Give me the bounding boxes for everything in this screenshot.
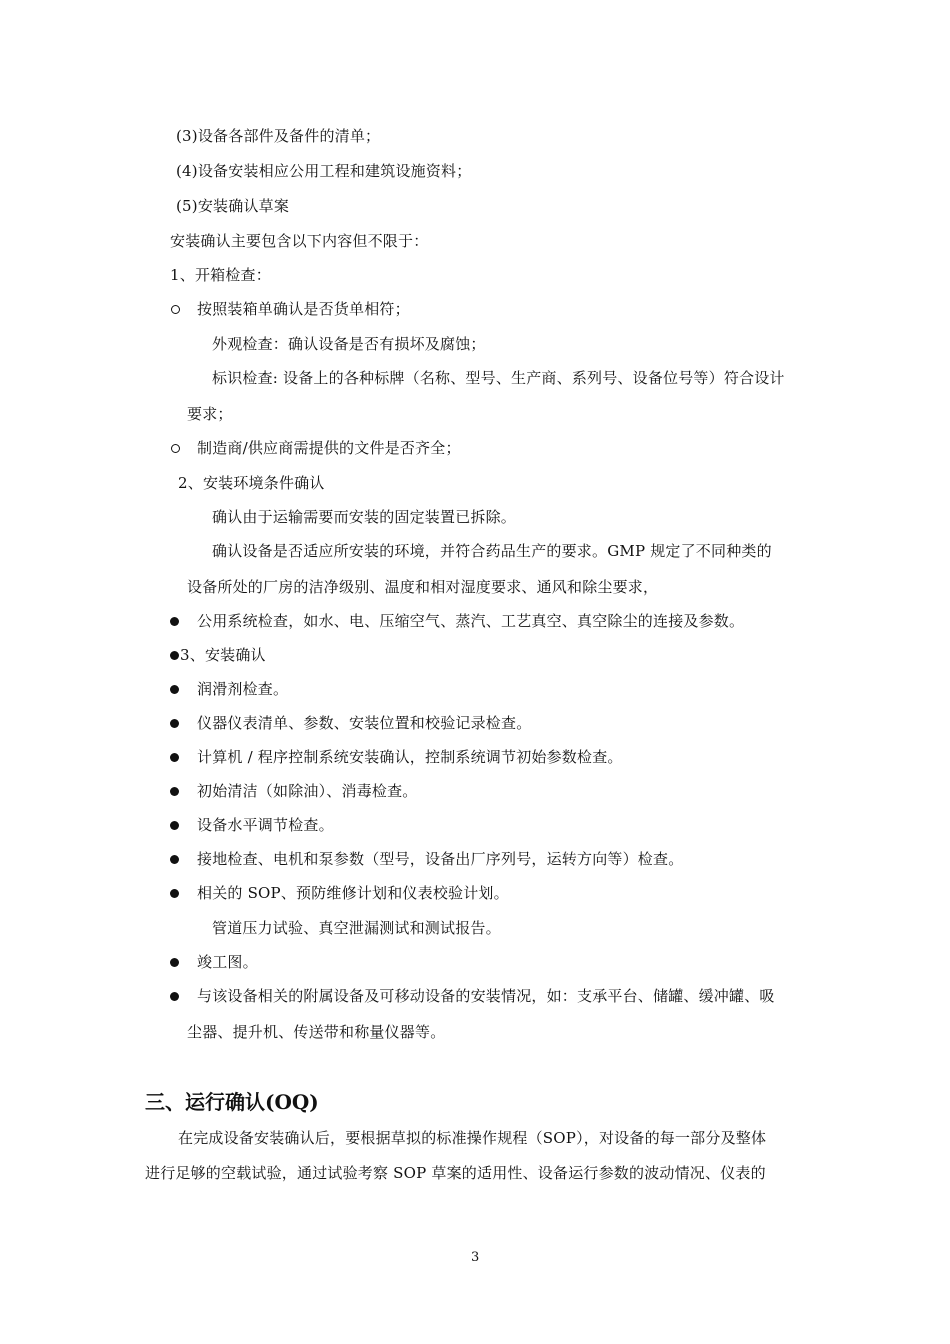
oq-section-heading: 三、运行确认(OQ) — [145, 1090, 319, 1114]
s1-bullet-2: 制造商/供应商需提供的文件是否齐全； — [197, 439, 461, 457]
oq-para-line2: 进行足够的空载试验，通过试验考察 SOP 草案的适用性、设备运行参数的波动情况、仪表的 — [145, 1164, 766, 1182]
page-number: 3 — [471, 1250, 480, 1265]
s3-bullet-9-line1: 与该设备相关的附属设备及可移动设备的安装情况，如：支承平台、储罐、缓冲罐、吸 — [197, 987, 775, 1005]
list-item-5: (5)安装确认草案 — [176, 197, 290, 215]
s3-bullet-7: 相关的 SOP、预防维修计划和仪表校验计划。 — [197, 884, 509, 902]
dot-bullet-icon — [170, 685, 179, 694]
iq-intro: 安装确认主要包含以下内容但不限于： — [170, 232, 429, 250]
dot-bullet-icon — [170, 719, 179, 728]
section-2-title: 2、安装环境条件确认 — [178, 474, 325, 492]
s1-label-check-line1: 标识检查: 设备上的各种标牌（名称、型号、生产商、系列号、设备位号等）符合设计 — [212, 369, 785, 387]
s1-label-check-line2: 要求； — [187, 405, 233, 423]
s3-para-1: 管道压力试验、真空泄漏测试和测试报告。 — [212, 919, 501, 937]
s3-bullet-5: 设备水平调节检查。 — [197, 816, 334, 834]
s1-appearance-check: 外观检查：确认设备是否有损坏及腐蚀； — [212, 335, 486, 353]
s2-para-2-line1: 确认设备是否适应所安装的环境，并符合药品生产的要求。GMP 规定了不同种类的 — [212, 542, 772, 560]
dot-bullet-icon — [170, 753, 179, 762]
section-1-title: 1、开箱检查： — [170, 266, 271, 284]
s2-para-1: 确认由于运输需要而安装的固定装置已拆除。 — [212, 508, 517, 526]
list-item-4: (4)设备安装相应公用工程和建筑设施资料； — [176, 162, 472, 180]
list-item-3: (3)设备各部件及备件的清单； — [176, 127, 381, 145]
s2-bullet-1: 公用系统检查，如水、电、压缩空气、蒸汽、工艺真空、真空除尘的连接及参数。 — [197, 612, 745, 630]
dot-bullet-icon — [170, 787, 179, 796]
s3-bullet-8: 竣工图。 — [197, 953, 258, 971]
dot-bullet-icon — [170, 889, 179, 898]
s3-bullet-9-line2: 尘器、提升机、传送带和称量仪器等。 — [187, 1023, 446, 1041]
dot-bullet-icon — [170, 855, 179, 864]
ring-bullet-icon — [171, 305, 180, 314]
ring-bullet-icon — [171, 444, 180, 453]
dot-bullet-icon — [170, 958, 179, 967]
s1-bullet-1: 按照装箱单确认是否货单相符； — [197, 300, 410, 318]
section-3-title: 3、安装确认 — [180, 646, 266, 664]
s3-bullet-4: 初始清洁（如除油）、消毒检查。 — [197, 782, 418, 800]
s3-bullet-6: 接地检查、电机和泵参数（型号，设备出厂序列号，运转方向等）检查。 — [197, 850, 684, 868]
dot-bullet-icon — [170, 651, 179, 660]
oq-para-line1: 在完成设备安装确认后，要根据草拟的标准操作规程（SOP），对设备的每一部分及整体 — [178, 1129, 767, 1147]
dot-bullet-icon — [170, 992, 179, 1001]
s3-bullet-2: 仪器仪表清单、参数、安装位置和校验记录检查。 — [197, 714, 532, 732]
s3-bullet-1: 润滑剂检查。 — [197, 680, 289, 698]
dot-bullet-icon — [170, 821, 179, 830]
s2-para-2-line2: 设备所处的厂房的洁净级别、温度和相对湿度要求、通风和除尘要求， — [187, 578, 659, 596]
dot-bullet-icon — [170, 617, 179, 626]
s3-bullet-3: 计算机 / 程序控制系统安装确认，控制系统调节初始参数检查。 — [197, 748, 623, 766]
